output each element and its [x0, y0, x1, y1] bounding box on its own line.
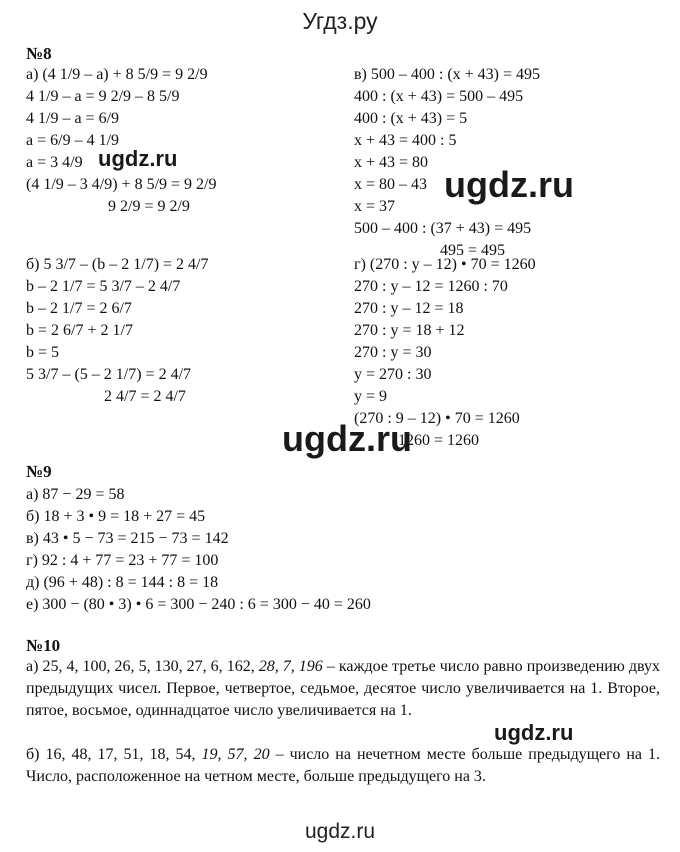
- equation-line: 400 : (x + 43) = 500 – 495: [354, 88, 524, 105]
- watermark: ugdz.ru: [98, 146, 178, 171]
- equation-line: x = 37: [354, 198, 396, 215]
- equation-line: 270 : y – 12 = 1260 : 70: [354, 278, 508, 295]
- equation-line: b = 2 6/7 + 2 1/7: [26, 322, 133, 339]
- equation-line: 270 : y – 12 = 18: [354, 300, 464, 317]
- p8-left-b-block: [26, 254, 208, 408]
- equation-line: 495 = 495: [440, 242, 506, 259]
- equation-line: 9 2/9 = 9 2/9: [108, 198, 190, 215]
- equation-line: x + 43 = 80: [354, 154, 429, 171]
- equation-line: а = 6/9 – 4 1/9: [26, 132, 120, 149]
- equation-line: x + 43 = 400 : 5: [354, 132, 457, 149]
- equation-line: 2 4/7 = 2 4/7: [104, 388, 186, 405]
- footer-site-name: ugdz.ru: [304, 820, 376, 843]
- watermark: ugdz.ru: [282, 418, 412, 459]
- equation-line: 4 1/9 – а = 9 2/9 – 8 5/9: [26, 88, 180, 105]
- equation-line: 5 3/7 – (5 – 2 1/7) = 2 4/7: [26, 366, 192, 383]
- equation-line: (4 1/9 – 3 4/9) + 8 5/9 = 9 2/9: [26, 176, 217, 193]
- explanation-text: – каждое третье число равно произведению двух предыдущих чисел. Первое, четвертое, седьмое, десятое число увеличивается на 1. Второе, пятое, восьмое, одиннадцатое число увеличивается на 1.: [26, 658, 660, 719]
- equation-line: в) 43 • 5 − 73 = 215 − 73 = 142: [26, 530, 229, 547]
- equation-line: б) 5 3/7 – (b – 2 1/7) = 2 4/7: [26, 256, 209, 273]
- equation-line: а) (4 1/9 – а) + 8 5/9 = 9 2/9: [26, 66, 208, 83]
- equation-line: б) 18 + 3 • 9 = 18 + 27 = 45: [26, 508, 206, 525]
- equation-line: x = 80 – 43: [354, 176, 428, 193]
- sequence-text: а) 25, 4, 100, 26, 5, 130, 27, 6, 162,: [26, 658, 259, 675]
- p10-paragraph-a: [26, 656, 660, 722]
- sequence-answer: 28, 7, 196: [258, 658, 323, 675]
- p8-left-a-block: [26, 64, 216, 218]
- equation-line: 500 – 400 : (37 + 43) = 495: [354, 220, 532, 237]
- watermark: ugdz.ru: [494, 720, 574, 745]
- watermark: ugdz.ru: [444, 164, 574, 205]
- equation-line: 270 : y = 18 + 12: [354, 322, 465, 339]
- equation-line: 4 1/9 – а = 6/9: [26, 110, 120, 127]
- sequence-answer: 19, 57, 20: [201, 746, 270, 763]
- equation-line: y = 9: [354, 388, 388, 405]
- equation-line: г) (270 : y – 12) • 70 = 1260: [354, 256, 536, 273]
- problem-8-heading: №8: [26, 44, 52, 63]
- equation-line: 400 : (x + 43) = 5: [354, 110, 468, 127]
- explanation-text: – число на нечетном месте больше предыдущего на 1. Число, расположенное на четном месте, больше предыдущего на 3.: [26, 746, 661, 785]
- equation-line: (270 : 9 – 12) • 70 = 1260: [354, 410, 520, 427]
- equation-line: д) (96 + 48) : 8 = 144 : 8 = 18: [26, 574, 219, 591]
- equation-line: b – 2 1/7 = 2 6/7: [26, 300, 132, 317]
- equation-line: 1260 = 1260: [398, 432, 480, 449]
- equation-line: е) 300 − (80 • 3) • 6 = 300 − 240 : 6 = 300 − 40 = 260: [26, 596, 371, 613]
- sequence-text: б) 16, 48, 17, 51, 18, 54,: [26, 746, 202, 763]
- p8-right-v-block: [354, 64, 540, 262]
- p10-paragraph-b: [26, 744, 660, 788]
- equation-line: а) 87 − 29 = 58: [26, 486, 125, 503]
- equation-line: b – 2 1/7 = 5 3/7 – 2 4/7: [26, 278, 181, 295]
- equation-line: в) 500 – 400 : (x + 43) = 495: [354, 66, 541, 83]
- site-title: Угдз.ру: [302, 8, 378, 34]
- equation-line: b = 5: [26, 344, 60, 361]
- p9-block: [26, 484, 371, 616]
- equation-line: а = 3 4/9: [26, 154, 83, 171]
- equation-line: 270 : y = 30: [354, 344, 432, 361]
- equation-line: г) 92 : 4 + 77 = 23 + 77 = 100: [26, 552, 219, 569]
- equation-line: y = 270 : 30: [354, 366, 432, 383]
- problem-9-heading: №9: [26, 462, 52, 481]
- problem-10-heading: №10: [26, 636, 61, 655]
